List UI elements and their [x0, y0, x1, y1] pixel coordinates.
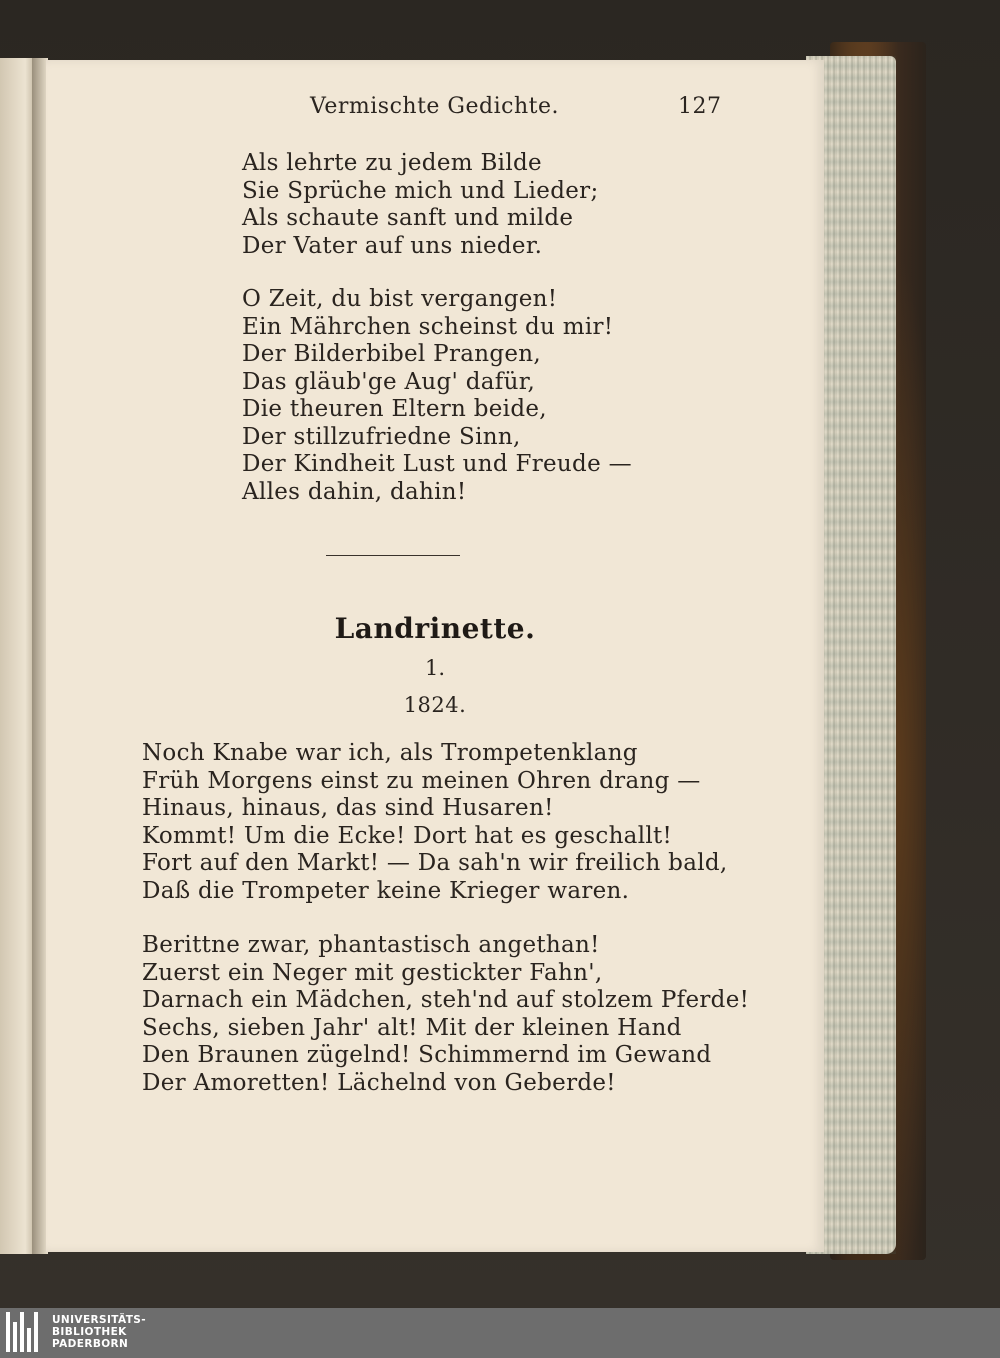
verse-line: Der Kindheit Lust und Freude —: [242, 451, 632, 477]
library-name-line: UNIVERSITÄTS-: [52, 1314, 147, 1326]
verse-line: Früh Morgens einst zu meinen Ohren drang —: [142, 767, 701, 794]
poem-title: Landrinette.: [334, 612, 536, 645]
verse-line: Der Vater auf uns nieder.: [242, 232, 543, 259]
library-logo-icon: [4, 1312, 44, 1354]
verse-line: Der Bilderbibel Prangen,: [242, 341, 542, 367]
verse-line: Ein Mährchen scheinst du mir!: [242, 313, 614, 340]
stanza: [142, 932, 749, 1097]
book-page: [46, 60, 824, 1252]
verse-line: Als lehrte zu jedem Bilde: [242, 150, 542, 176]
library-footer: [0, 1308, 1000, 1358]
section-divider: [326, 555, 460, 556]
verse-line: Berittne zwar, phantastisch angethan!: [142, 932, 600, 958]
verse-line: Darnach ein Mädchen, steh'nd auf stolzem Pferde!: [142, 987, 750, 1013]
running-title: Vermischte Gedichte.: [310, 94, 559, 119]
library-name: [52, 1314, 146, 1350]
verse-line: Noch Knabe war ich, als Trompetenklang: [142, 740, 638, 766]
verse-line: Fort auf den Markt! — Da sah'n wir freilich bald,: [142, 850, 728, 876]
verse-line: Alles dahin, dahin!: [242, 478, 467, 505]
stanza: [242, 286, 632, 506]
verse-line: Sie Sprüche mich und Lieder;: [242, 177, 599, 204]
poem-year: 1824.: [403, 693, 467, 717]
verse-line: Sechs, sieben Jahr' alt! Mit der kleinen Hand: [142, 1014, 682, 1041]
verse-line: Das gläub'ge Aug' dafür,: [242, 368, 536, 395]
verse-line: Kommt! Um die Ecke! Dort hat es geschallt!: [142, 822, 673, 849]
verse-line: Die theuren Eltern beide,: [242, 396, 547, 422]
verse-line: O Zeit, du bist vergangen!: [242, 286, 558, 312]
facing-page: [0, 58, 36, 1254]
verse-line: Der Amoretten! Lächelnd von Geberde!: [142, 1069, 616, 1096]
verse-line: Als schaute sanft und milde: [242, 205, 574, 231]
library-name-line: PADERBORN: [52, 1338, 129, 1350]
stanza: [142, 740, 728, 905]
stanza: [242, 150, 599, 260]
verse-line: Den Braunen zügelnd! Schimmernd im Gewand: [142, 1042, 712, 1068]
section-number: 1.: [424, 656, 446, 680]
page-number: 127: [678, 94, 722, 119]
verse-line: Daß die Trompeter keine Krieger waren.: [142, 877, 630, 904]
verse-line: Zuerst ein Neger mit gestickter Fahn',: [142, 959, 603, 986]
verse-line: Der stillzufriedne Sinn,: [242, 423, 521, 450]
verse-line: Hinaus, hinaus, das sind Husaren!: [142, 795, 554, 821]
library-name-line: BIBLIOTHEK: [52, 1326, 127, 1338]
